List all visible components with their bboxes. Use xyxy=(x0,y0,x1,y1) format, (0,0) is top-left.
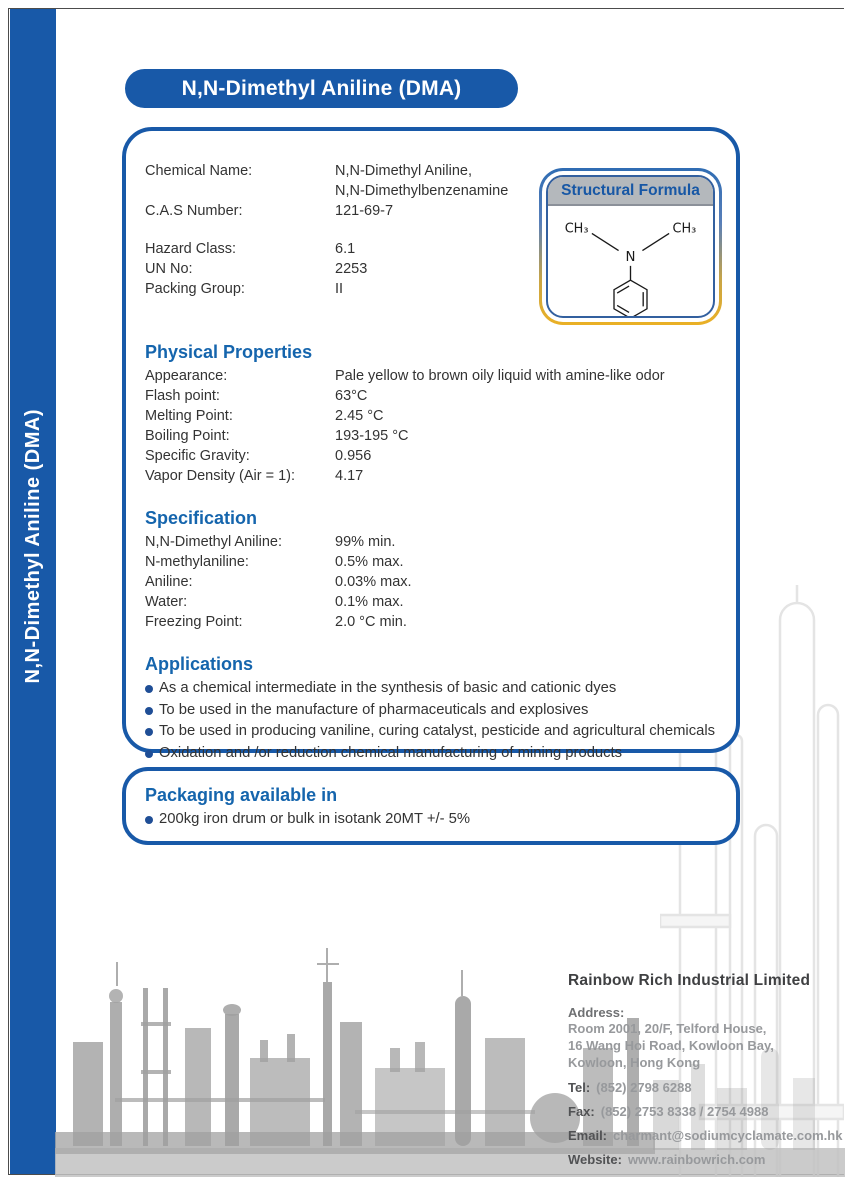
field-value: 0.5% max. xyxy=(335,554,404,570)
structural-formula-card xyxy=(539,168,722,325)
field-label: UN No: xyxy=(145,261,193,277)
contact-row-fax xyxy=(568,1104,846,1119)
contact-row-website xyxy=(568,1152,846,1167)
field-value: 99% min. xyxy=(335,534,396,550)
structural-formula-body xyxy=(548,206,713,318)
section-title-applications: Applications xyxy=(145,654,254,674)
field-value: 121-69-7 xyxy=(335,203,394,219)
field-label: Appearance: xyxy=(145,368,228,384)
field-value: 2.45 °C xyxy=(335,408,384,424)
structural-formula-frame xyxy=(546,175,715,318)
website-label: Website: xyxy=(568,1152,622,1167)
field-label: N-methylaniline: xyxy=(145,554,249,570)
packaging-card xyxy=(122,767,740,845)
email-value: charmant@sodiumcyclamate.com.hk xyxy=(613,1128,843,1143)
address-line: Kowloon, Hong Kong xyxy=(568,1055,701,1070)
field-label: Vapor Density (Air = 1): xyxy=(145,468,296,484)
chemical-name-line2: N,N-Dimethylbenzenamine xyxy=(335,183,509,199)
packaging-text: 200kg iron drum or bulk in isotank 20MT +/- 5% xyxy=(159,811,471,827)
application-item xyxy=(145,678,722,700)
field-value: 4.17 xyxy=(335,468,364,484)
structural-formula-title: Structural Formula xyxy=(548,177,713,206)
property-row xyxy=(145,426,722,446)
field-label: Chemical Name: xyxy=(145,163,253,179)
bullet-icon xyxy=(145,728,153,736)
field-label: Freezing Point: xyxy=(145,614,243,630)
ribbon-product-title: N,N-Dimethyl Aniline (DMA) xyxy=(21,409,44,684)
section-title-specification: Specification xyxy=(145,508,258,528)
product-card xyxy=(122,127,740,761)
field-label: N,N-Dimethyl Aniline: xyxy=(145,534,282,550)
field-value: 6.1 xyxy=(335,241,356,257)
field-value: 2253 xyxy=(335,261,368,277)
spec-row xyxy=(145,592,722,612)
field-label: Packing Group: xyxy=(145,281,245,297)
field-value: 2.0 °C min. xyxy=(335,614,407,630)
packaging-item xyxy=(145,809,736,831)
contact-row-tel xyxy=(568,1080,846,1095)
website-value: www.rainbowrich.com xyxy=(627,1152,766,1167)
application-item xyxy=(145,721,722,743)
product-title-banner xyxy=(125,69,518,108)
company-info-block xyxy=(568,972,846,1167)
application-item xyxy=(145,700,722,722)
field-value: 63°C xyxy=(335,388,368,404)
molecule-diagram xyxy=(548,206,713,318)
field-value: 0.1% max. xyxy=(335,594,404,610)
structural-formula-matting xyxy=(542,171,719,322)
field-value: 0.956 xyxy=(335,448,372,464)
section-title-packaging: Packaging available in xyxy=(145,785,338,805)
left-ribbon xyxy=(10,9,56,1174)
tel-value: (852) 2798 6288 xyxy=(596,1080,692,1095)
application-text: To be used in producing vaniline, curing catalyst, pesticide and agricultural chemicals xyxy=(159,723,716,739)
chemical-name-line1: N,N-Dimethyl Aniline, xyxy=(335,163,472,179)
bullet-icon xyxy=(145,685,153,693)
nitrogen-label: N xyxy=(625,250,636,266)
address-label: Address: xyxy=(568,1005,625,1020)
address-line: 16 Wang Hoi Road, Kowloon Bay, xyxy=(568,1038,774,1053)
field-value: 193-195 °C xyxy=(335,428,409,444)
property-row xyxy=(145,446,722,466)
spec-row xyxy=(145,532,722,552)
company-name: Rainbow Rich Industrial Limited xyxy=(568,972,811,989)
contact-row-email xyxy=(568,1128,846,1143)
field-label: Water: xyxy=(145,594,188,610)
field-label: Specific Gravity: xyxy=(145,448,250,464)
field-label: Boiling Point: xyxy=(145,428,230,444)
application-item xyxy=(145,743,722,765)
field-value: II xyxy=(335,281,344,297)
section-title-physical-properties: Physical Properties xyxy=(145,342,313,362)
spec-row xyxy=(145,612,722,632)
tel-label: Tel: xyxy=(568,1080,591,1095)
product-title: N,N-Dimethyl Aniline (DMA) xyxy=(181,76,462,100)
field-label: Aniline: xyxy=(145,574,193,590)
methyl-left-label: CH₃ xyxy=(564,221,589,237)
field-value: Pale yellow to brown oily liquid with amine-like odor xyxy=(335,368,665,384)
field-label: Flash point: xyxy=(145,388,220,404)
bullet-icon xyxy=(145,750,153,758)
bullet-icon xyxy=(145,816,153,824)
application-text: Oxidation and /or reduction chemical manufacturing of mining products xyxy=(159,744,623,761)
field-label: Melting Point: xyxy=(145,408,233,424)
property-row xyxy=(145,466,722,486)
property-row xyxy=(145,386,722,406)
spec-row xyxy=(145,572,722,592)
fax-value: (852) 2753 8338 / 2754 4988 xyxy=(600,1104,769,1119)
field-label: Hazard Class: xyxy=(145,241,237,257)
email-label: Email: xyxy=(568,1128,608,1143)
benzene-ring xyxy=(592,233,669,318)
field-label: C.A.S Number: xyxy=(145,203,243,219)
spec-row xyxy=(145,552,722,572)
application-text: To be used in the manufacture of pharmaceuticals and explosives xyxy=(159,701,589,718)
methyl-right-label: CH₃ xyxy=(672,221,697,237)
bullet-icon xyxy=(145,707,153,715)
fax-label: Fax: xyxy=(568,1104,595,1119)
field-value: 0.03% max. xyxy=(335,574,412,590)
address-line: Room 2001, 20/F, Telford House, xyxy=(568,1021,767,1036)
property-row xyxy=(145,366,722,386)
property-row xyxy=(145,406,722,426)
application-text: As a chemical intermediate in the synthesis of basic and cationic dyes xyxy=(159,680,617,696)
